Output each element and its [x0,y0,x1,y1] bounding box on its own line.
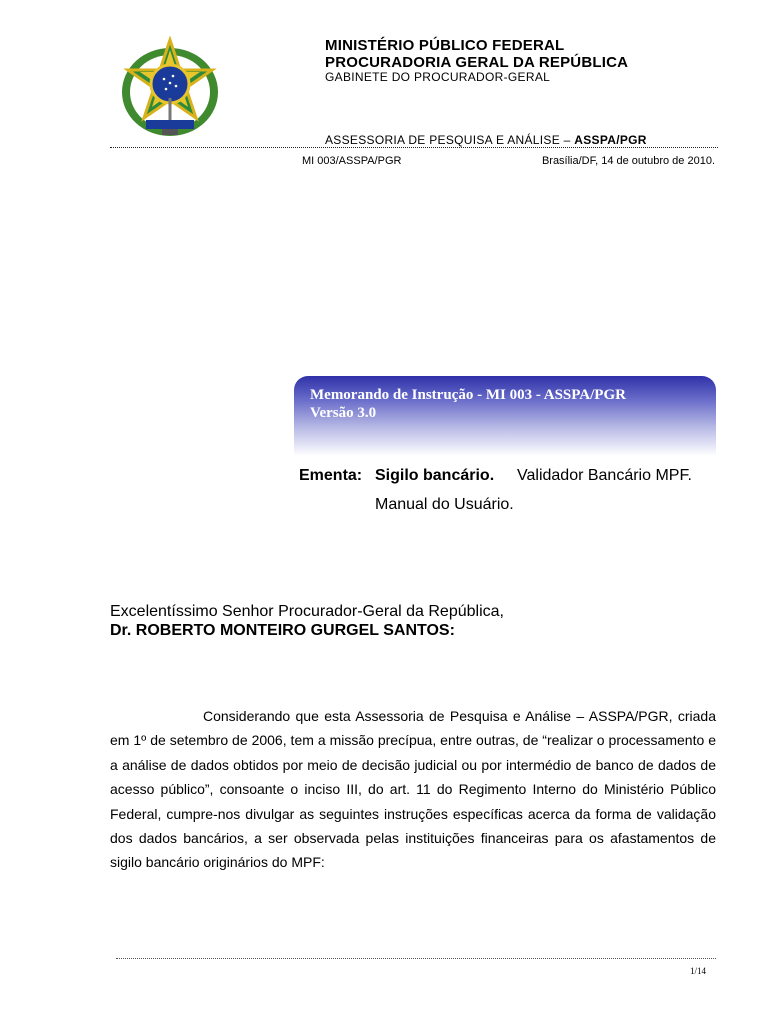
assessoria-line [325,133,647,147]
ementa-text-line1: Validador Bancário MPF. [517,467,692,484]
memo-version: Versão 3.0 [310,405,377,421]
ementa-text-line2: Manual do Usuário. [375,496,514,513]
page-number: 1/14 [690,966,707,976]
ministry-title: MINISTÉRIO PÚBLICO FEDERAL [325,37,565,54]
procuradoria-title: PROCURADORIA GERAL DA REPÚBLICA [325,54,629,71]
memo-code: MI 003/ASSPA/PGR [302,155,402,167]
place-date: Brasília/DF, 14 de outubro de 2010. [541,155,715,167]
salutation-line: Excelentíssimo Senhor Procurador-Geral da República, [110,603,504,620]
ementa-label: Ementa: [299,467,363,484]
gabinete-subtitle: GABINETE DO PROCURADOR-GERAL [325,70,551,84]
addressee-name: Dr. ROBERTO MONTEIRO GURGEL SANTOS: [110,622,455,639]
header-divider [110,147,718,148]
ementa-subject: Sigilo bancário. [375,467,495,484]
ementa-subject-line [375,467,494,485]
assessoria-acronym: ASSPA/PGR [574,133,647,147]
coat-of-arms-icon [118,36,222,140]
assessoria-name: ASSESSORIA DE PESQUISA E ANÁLISE – [325,133,575,147]
footer-divider [116,958,716,959]
ementa-label-line [299,467,362,485]
body-paragraph: Considerando que esta Assessoria de Pesquisa e Análise – ASSPA/PGR, criada em 1º de setembro de 2006, tem a missão precípua, entre outras, de “realizar o processamento e a análise de dados obtidos por meio de decisão judicial ou por intermédio de banco de dados de acesso público”, consoante o inciso III, do art. 11 do Regimento Interno do Ministério Público Federal, cumpre-nos divulgar as seguintes instruções específicas acerca da forma de validação dos dados bancários, a ser observada pelas instituições financeiras para os afastamentos de sigilo bancário originários do MPF: [110,708,716,871]
memo-title: Memorando de Instrução - MI 003 - ASSPA/PGR [310,387,626,403]
